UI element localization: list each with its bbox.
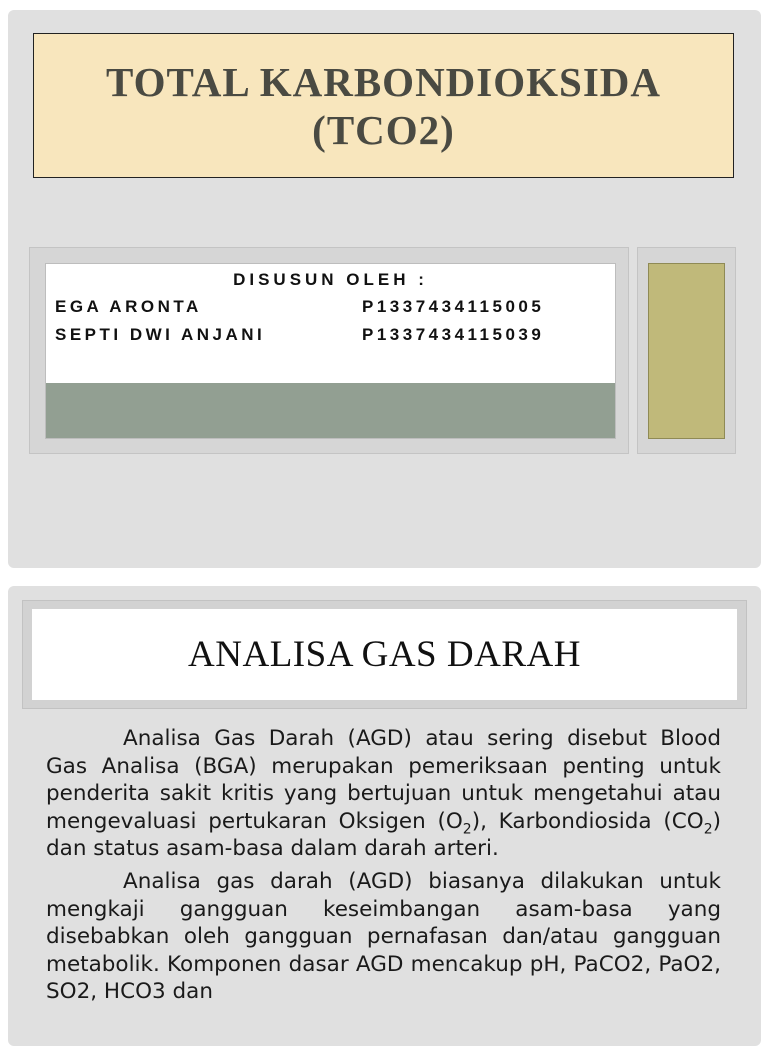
author-name: EGA ARONTA xyxy=(55,297,202,316)
side-color-block xyxy=(648,263,725,439)
authors-panel xyxy=(45,263,616,439)
author-id: P1337434115005 xyxy=(362,297,545,316)
authors-frame xyxy=(29,247,629,454)
author-row xyxy=(55,297,545,317)
title-line-2: (TCO2) xyxy=(312,106,455,153)
title-line-1: TOTAL KARBONDIOKSIDA xyxy=(105,58,662,105)
author-id: P1337434115039 xyxy=(362,325,545,344)
slide-heading: ANALISA GAS DARAH xyxy=(32,609,737,700)
authors-heading: DISUSUN OLEH : xyxy=(233,270,428,289)
decorative-band xyxy=(46,383,615,438)
paragraph-1-text: Analisa Gas Darah (AGD) atau sering disebut Blood Gas Analisa (BGA) merupakan pemeriksaan penting untuk penderita sakit kritis yang bertujuan untuk mengetahui atau mengevaluasi pertukaran Oksigen (O xyxy=(46,726,721,834)
paragraph-1-end: ) dan status asam-basa dalam darah arteri. xyxy=(46,808,721,862)
paragraph-1-mid: ), Karbondiosida (CO xyxy=(471,808,704,834)
o2-subscript: 2 xyxy=(462,821,472,838)
title-slide xyxy=(8,10,761,568)
side-frame xyxy=(637,247,736,454)
author-row xyxy=(55,325,545,345)
heading-frame xyxy=(22,600,747,709)
co2-subscript: 2 xyxy=(703,821,713,838)
author-name: SEPTI DWI ANJANI xyxy=(55,325,266,344)
content-slide xyxy=(8,586,761,1046)
body-text xyxy=(46,725,721,1011)
title-box xyxy=(33,33,734,178)
paragraph-2: Analisa gas darah (AGD) biasanya dilakukan untuk mengkaji gangguan keseimbangan asam-basa yang disebabkan oleh gangguan pernafasan dan/atau gangguan metabolik. Komponen dasar AGD mencakup pH, PaCO2, PaO2, SO2, HCO3 dan xyxy=(46,868,721,1005)
paragraph-1 xyxy=(46,725,721,863)
